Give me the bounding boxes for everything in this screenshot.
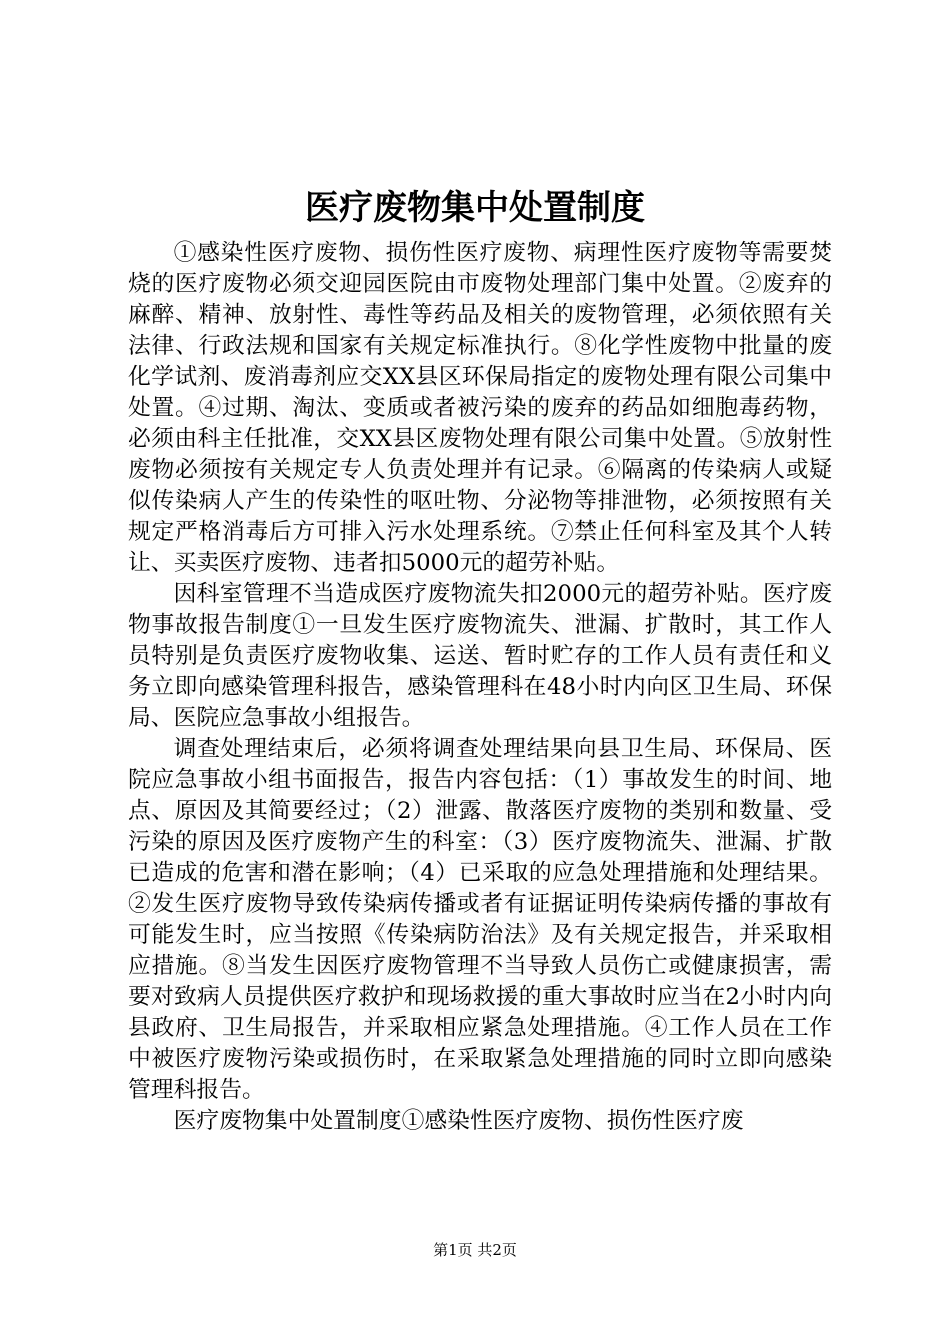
paragraph-4: 医疗废物集中处置制度①感染性医疗废物、损伤性医疗废 [173,1108,744,1134]
paragraph-3: 调查处理结束后，必须将调查处理结果向县卫生局、环保局、医院应急事故小组书面报告，报告内容包括：（1）事故发生的时间、地点、原因及其简要经过；（2）泄露、散落医疗废物的类别和数量、受污染的原因及医疗废物产生的科室：（3）医疗废物流失、泄漏、扩散已造成的危害和潜在影响；（4）已采取的应急处理措施和处理结果。②发生医疗废物导致传染病传播或者有证据证明传染病传播的事故有可能发生时，应当按照《传染病防治法》及有关规定报告，并采取相应措施。⑧当发生因医疗废物管理不当导致人员伤亡或健康损害，需要对致病人员提供医疗救护和现场救援的重大事故时应当在2小时内向县政府、卫生局报告，并采取相应紧急处理措施。④工作人员在工作中被医疗废物污染或损伤时，在采取紧急处理措施的同时立即向感染管理科报告。 [128,736,832,1103]
paragraph-1: ①感染性医疗废物、损伤性医疗废物、病理性医疗废物等需要焚烧的医疗废物必须交迎园医院由市废物处理部门集中处置。②废弃的麻醉、精神、放射性、毒性等药品及相关的废物管理，必须依照有关法律、行政法规和国家有关规定标准执行。⑧化学性废物中批量的废化学试剂、废消毒剂应交XX县区环保局指定的废物处理有限公司集中处置。④过期、淘汰、变质或者被污染的废弃的药品如细胞毒药物，必须由科主任批准，交XX县区废物处理有限公司集中处置。⑤放射性废物必须按有关规定专人负责处理并有记录。⑥隔离的传染病人或疑似传染病人产生的传染性的呕吐物、分泌物等排泄物，必须按照有关规定严格消毒后方可排入污水处理系统。⑦禁止任何科室及其个人转让、买卖医疗废物、违者扣5000元的超劳补贴。 [128,240,832,576]
page-number-footer: 第1页 共2页 [433,1241,517,1259]
document-body [128,238,832,1137]
document-title: 医疗废物集中处置制度 [305,188,645,228]
paragraph-2: 因科室管理不当造成医疗废物流失扣2000元的超劳补贴。医疗废物事故报告制度①一旦发生医疗废物流失、泄漏、扩散时，其工作人员特别是负责医疗废物收集、运送、暂时贮存的工作人员有责任和义务立即向感染管理科报告，感染管理科在48小时内向区卫生局、环保局、医院应急事故小组报告。 [128,581,832,731]
